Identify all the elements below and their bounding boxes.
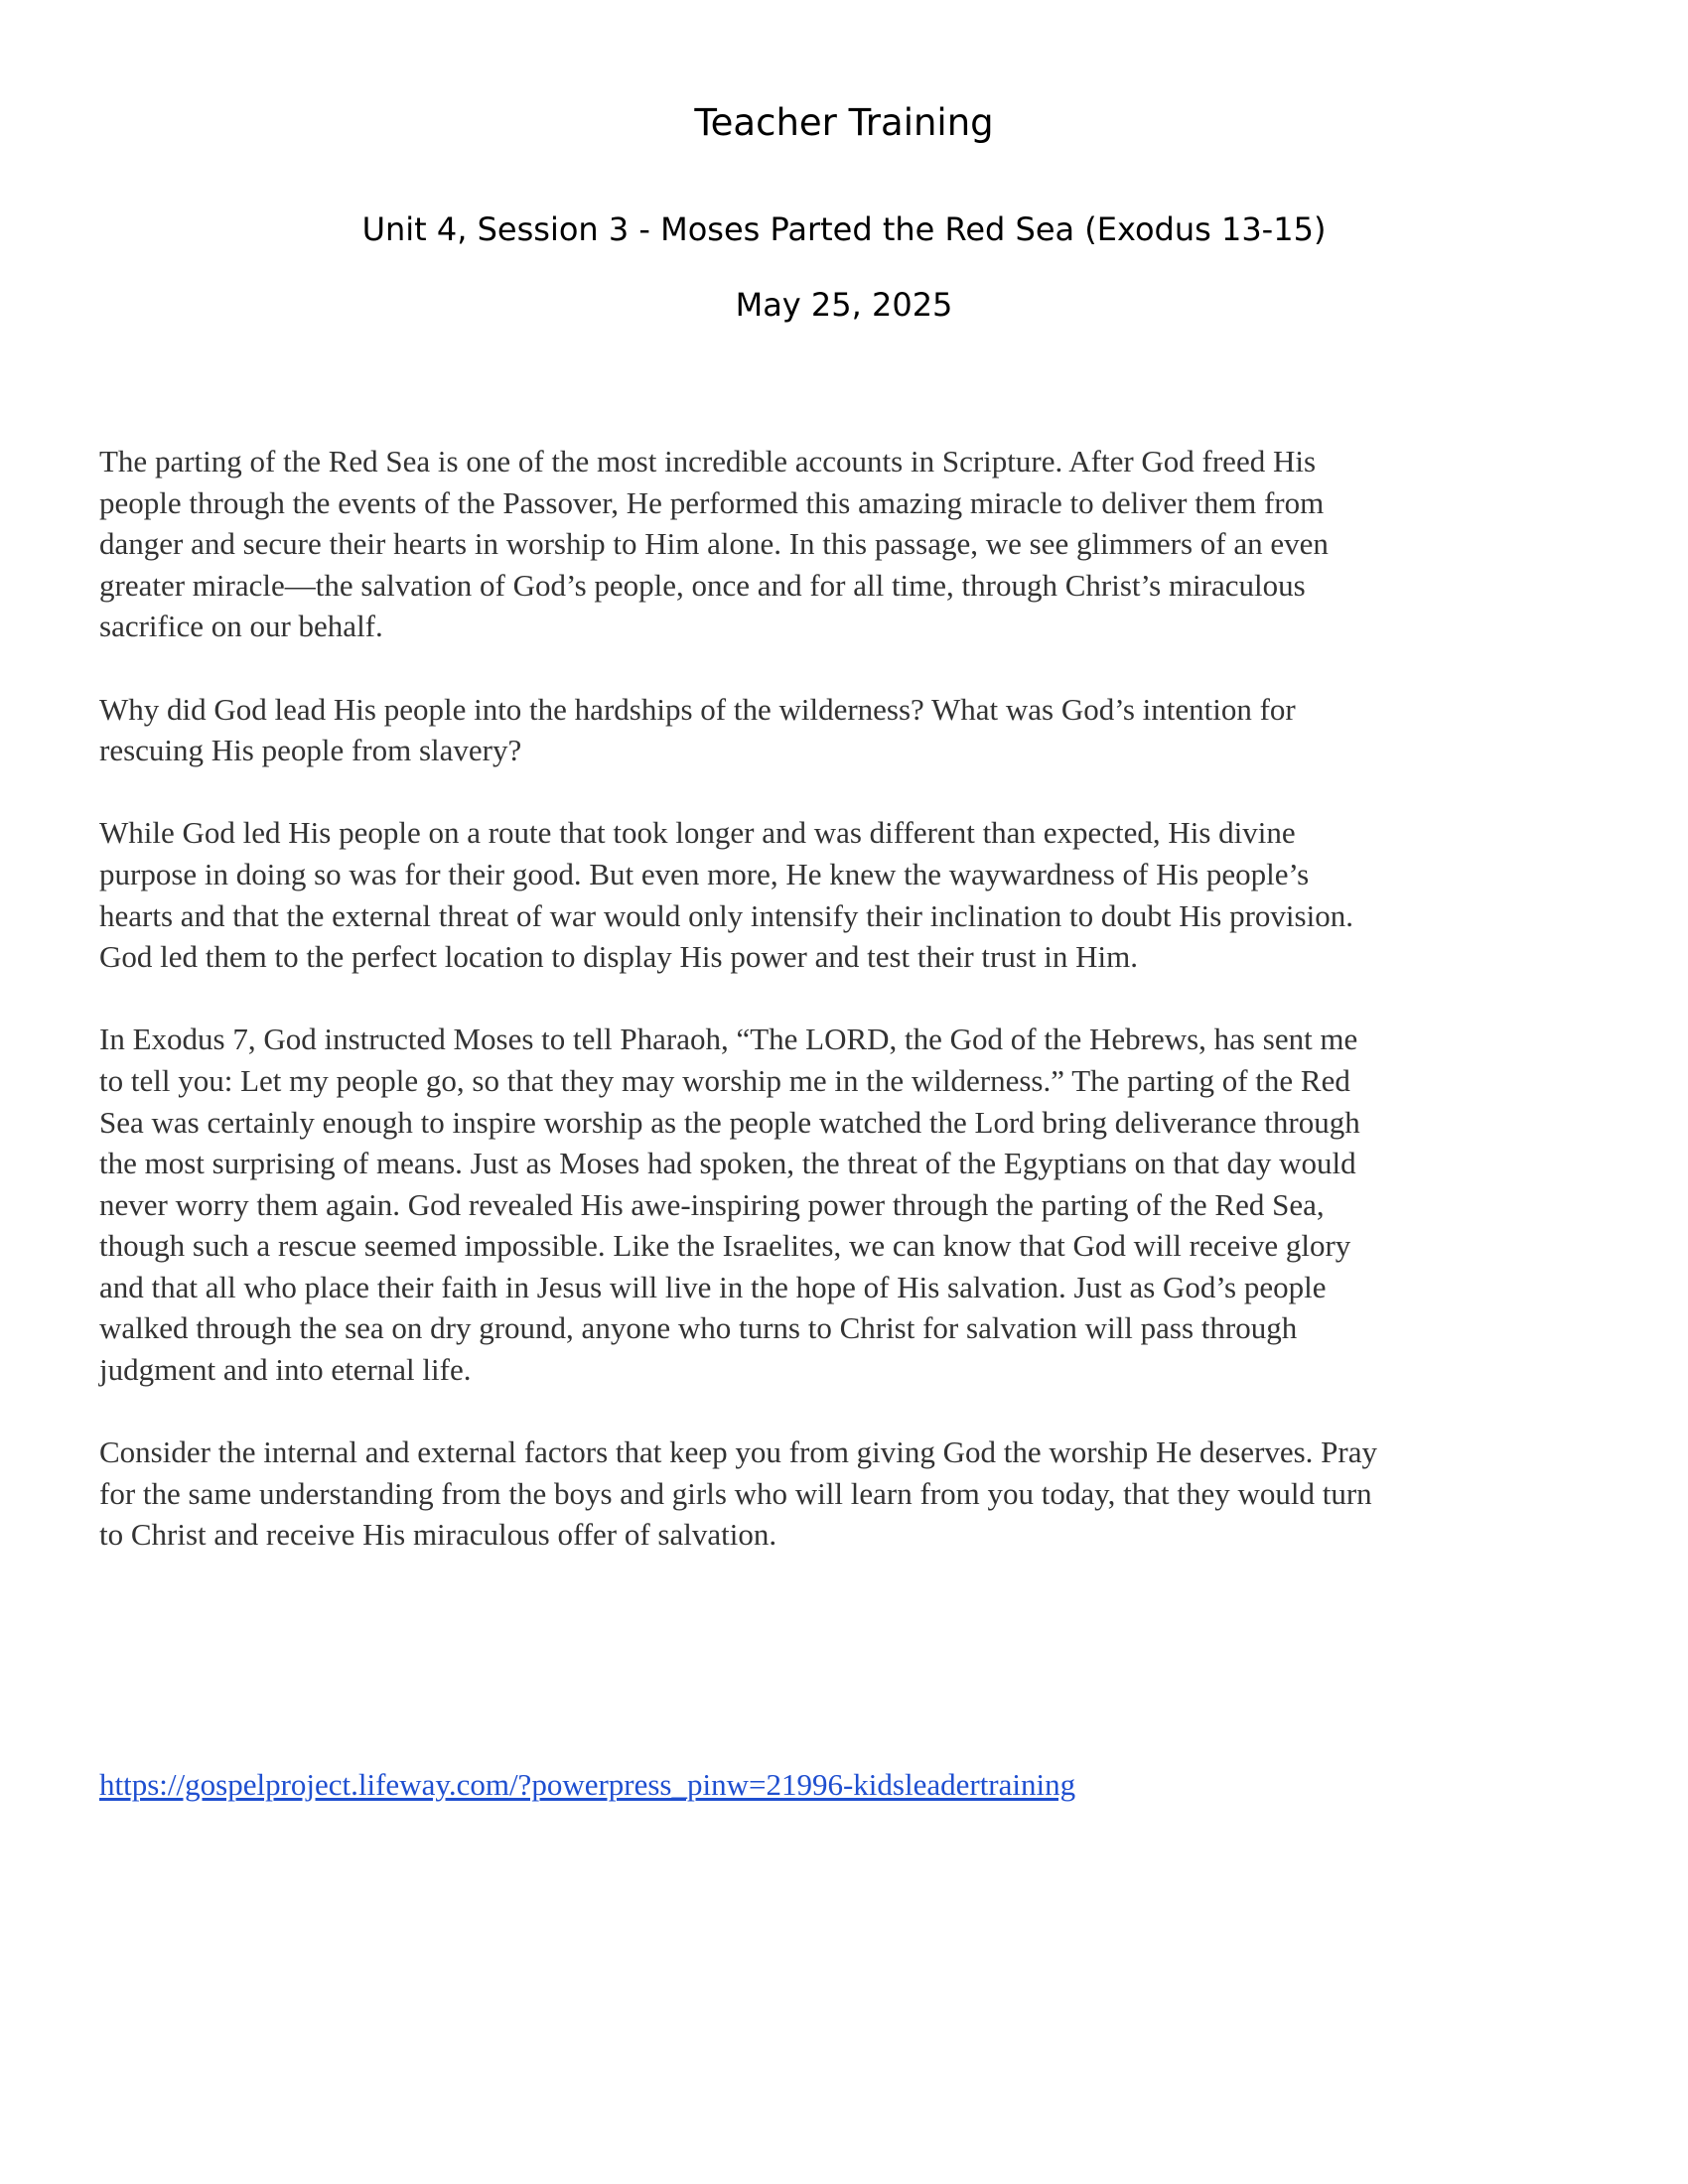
session-subtitle: Unit 4, Session 3 - Moses Parted the Red Sea (Exodus 13-15): [361, 210, 1327, 248]
paragraph-intro: The parting of the Red Sea is one of the most incredible accounts in Scripture. After God freed His people through the events of the Passover, He performed this amazing miracle to deliver them from danger and secure their hearts in worship to Him alone. In this passage, we see glimmers of an even greater miracle—the salvation of God’s people, once and for all time, through Christ’s miraculous sacrifice on our behalf.: [99, 444, 1329, 644]
paragraph-reflection: Consider the internal and external factors that keep you from giving God the worship He deserves. Pray for the same understanding from the boys and girls who will learn from you today, that they would turn to Christ and receive His miraculous offer of salvation.: [99, 1434, 1377, 1553]
paragraph-question: Why did God lead His people into the hardships of the wilderness? What was God’s intention for rescuing His people from slavery?: [99, 691, 1296, 768]
document-body: [99, 441, 1628, 1597]
training-link[interactable]: https://gospelproject.lifeway.com/?powerpress_pinw=21996-kidsleadertraining: [99, 1767, 1076, 1802]
session-date: May 25, 2025: [735, 286, 953, 324]
page-title: Teacher Training: [694, 101, 994, 144]
paragraph-exodus: In Exodus 7, God instructed Moses to tell Pharaoh, “The LORD, the God of the Hebrews, has sent me to tell you: Let my people go, so that they may worship me in the wilderness.” The parting of the Red Sea was certainly enough to inspire worship as the people watched the Lord bring deliverance through the most surprising of means. Just as Moses had spoken, the threat of the Egyptians on that day would never worry them again. God revealed His awe-inspiring power through the parting of the Red Sea, though such a rescue seemed impossible. Like the Israelites, we can know that God will receive glory and that all who place their faith in Jesus will live in the hope of His salvation. Just as God’s people walked through the sea on dry ground, anyone who turns to Christ for salvation will pass through judgment and into eternal life.: [99, 1022, 1360, 1388]
paragraph-purpose: While God led His people on a route that took longer and was different than expected, His divine purpose in doing so was for their good. But even more, He knew the waywardness of His people’s hearts and that the external threat of war would only intensify their inclination to doubt His provision. God led them to the perfect location to display His power and test their trust in Him.: [99, 815, 1353, 975]
